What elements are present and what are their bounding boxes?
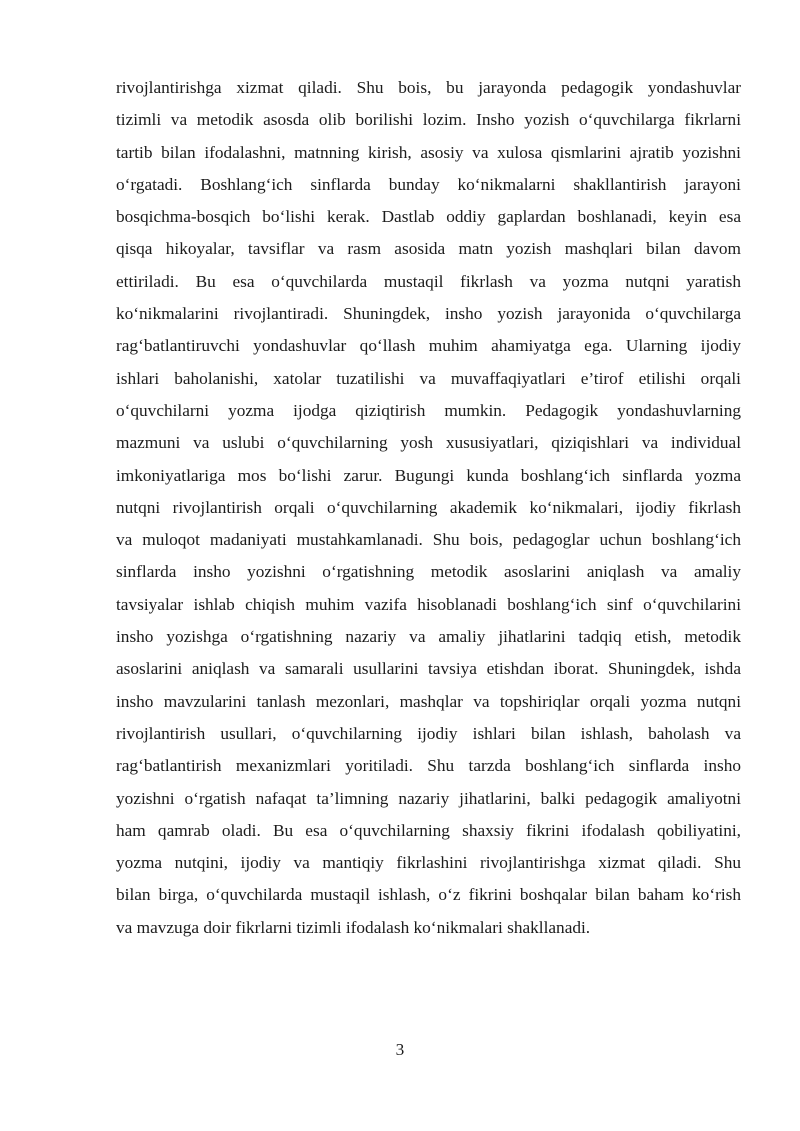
text-line: o‘rgatadi. Boshlang‘ich sinflarda bunday ko‘nikmalarni shakllantirish jarayoni [116,174,741,194]
text-line: asoslarini aniqlash va samarali usullarini tavsiya etishdan iborat. Shuningdek, ishda [116,659,741,679]
body-paragraph [116,72,741,944]
text-line: rivojlantirishga xizmat qiladi. Shu bois, bu jarayonda pedagogik yondashuvlar [116,78,741,97]
text-line: va muloqot madaniyati mustahkamlanadi. Shu bois, pedagoglar uchun boshlang‘ich [116,530,741,550]
text-line: tavsiyalar ishlab chiqish muhim vazifa hisoblanadi boshlang‘ich sinf o‘quvchilarini [116,594,741,614]
text-line: qisqa hikoyalar, tavsiflar va rasm asosida matn yozish mashqlari bilan davom [116,239,741,259]
text-line: rivojlantirish usullari, o‘quvchilarning ijodiy ishlari bilan ishlash, baholash va [116,723,741,743]
text-line: sinflarda insho yozishni o‘rgatishning metodik asoslarini aniqlash va amaliy [116,562,741,582]
text-line: insho mavzularini tanlash mezonlari, mashqlar va topshiriqlar orqali yozma nutqni [116,691,741,711]
text-line: yozishni o‘rgatish nafaqat ta’limning nazariy jihatlarini, balki pedagogik amaliyotni [116,788,741,808]
text-line: imkoniyatlariga mos bo‘lishi zarur. Bugungi kunda boshlang‘ich sinflarda yozma [116,465,741,485]
text-line: ettiriladi. Bu esa o‘quvchilarda mustaqil fikrlash va yozma nutqni yaratish [116,271,741,291]
text-line: mazmuni va uslubi o‘quvchilarning yosh xususiyatlari, qiziqishlari va individual [116,433,741,453]
text-line: rag‘batlantiruvchi yondashuvlar qo‘llash muhim ahamiyatga ega. Ularning ijodiy [116,336,741,356]
page-number: 3 [395,1040,405,1059]
text-line: insho yozishga o‘rgatishning nazariy va amaliy jihatlarini tadqiq etish, metodik [116,627,741,647]
text-line: ko‘nikmalarini rivojlantiradi. Shuningdek, insho yozish jarayonida o‘quvchilarga [116,304,741,324]
text-line: ishlari baholanishi, xatolar tuzatilishi va muvaffaqiyatlari e’tirof etilishi orqali [116,368,741,388]
text-line: o‘quvchilarni yozma ijodga qiziqtirish mumkin. Pedagogik yondashuvlarning [116,400,741,420]
text-line: bilan birga, o‘quvchilarda mustaqil ishlash, o‘z fikrini boshqalar bilan baham ko‘rish [116,885,741,905]
text-line: bosqichma-bosqich bo‘lishi kerak. Dastlab oddiy gaplardan boshlanadi, keyin esa [116,207,741,227]
text-line: tartib bilan ifodalashni, matnning kirish, asosiy va xulosa qismlarini ajratib yozishni [116,142,741,162]
text-line: yozma nutqini, ijodiy va mantiqiy fikrlashini rivojlantirishga xizmat qiladi. Shu [116,853,741,873]
text-line: tizimli va metodik asosda olib borilishi lozim. Insho yozish o‘quvchilarga fikrlarni [116,110,741,130]
text-line: ham qamrab oladi. Bu esa o‘quvchilarning shaxsiy fikrini ifodalash qobiliyatini, [116,820,741,840]
text-line: rag‘batlantirish mexanizmlari yoritiladi. Shu tarzda boshlang‘ich sinflarda insho [116,756,741,776]
text-line: va mavzuga doir fikrlarni tizimli ifodalash ko‘nikmalari shakllanadi. [116,917,591,937]
text-line: nutqni rivojlantirish orqali o‘quvchilarning akademik ko‘nikmalari, ijodiy fikrlash [116,497,741,517]
